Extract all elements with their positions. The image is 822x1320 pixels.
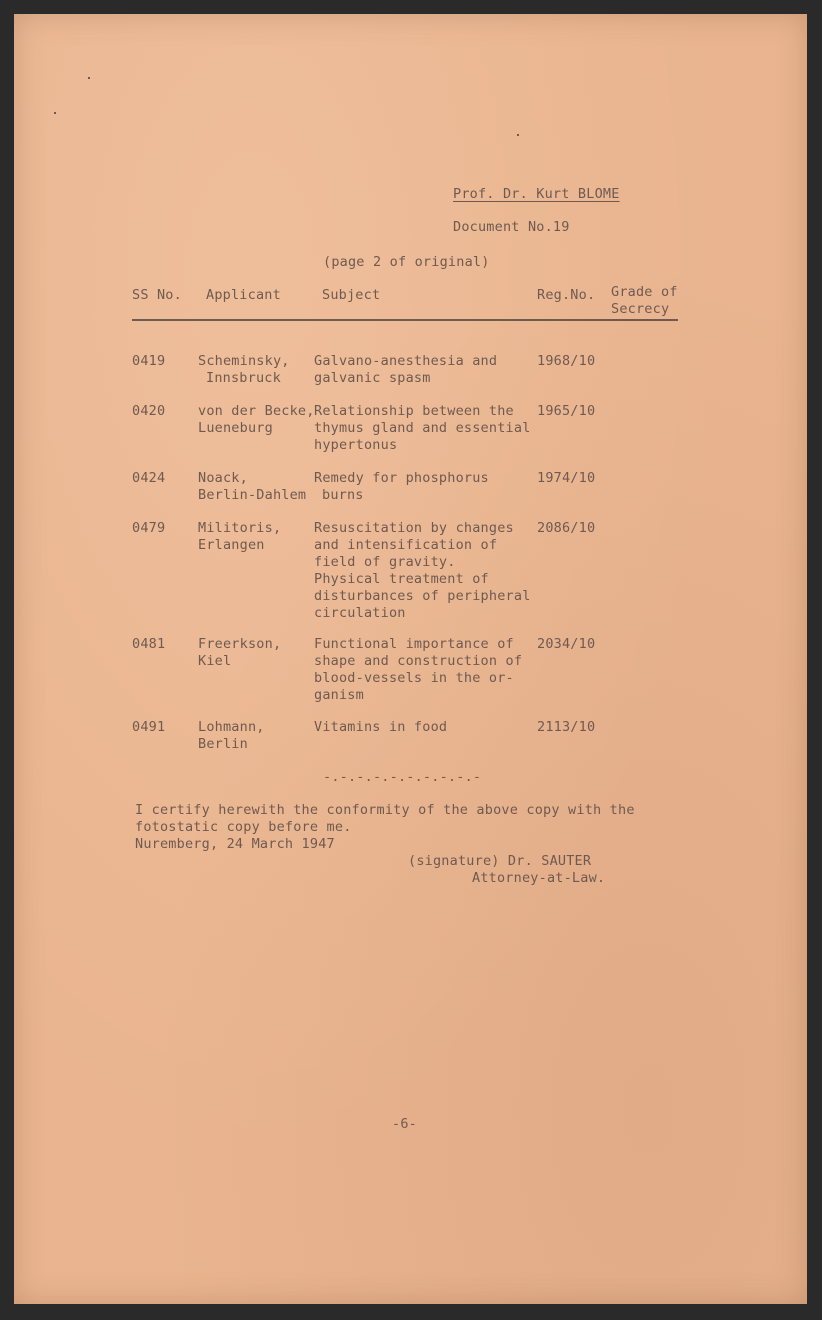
header-rule [132,319,678,321]
col-grade-line1: Grade of [611,284,678,300]
dash-separator: -.-.-.-.-.-.-.-.-.- [323,769,482,785]
row-subject: Vitamins in food [314,719,448,735]
row-applicant: von der Becke, Lueneburg [198,403,315,436]
row-applicant: Freerkson, Kiel [198,636,282,669]
row-subject: Resuscitation by changes and intensification of field of gravity. Physical treatment of disturbances of peripheral circulation [314,520,531,621]
row-reg-no: 2086/10 [537,520,596,536]
row-ss-no: 0491 [132,719,166,735]
document-number: Document No.19 [453,219,570,235]
row-ss-no: 0479 [132,520,166,536]
col-ss-no: SS No. [132,287,182,303]
row-applicant: Noack, Berlin-Dahlem [198,470,307,503]
speck [88,77,90,79]
row-ss-no: 0420 [132,403,166,419]
row-applicant: Militoris, Erlangen [198,520,282,553]
row-applicant: Lohmann, Berlin [198,719,265,752]
row-subject: Galvano-anesthesia and galvanic spasm [314,353,498,386]
attorney-title: Attorney-at-Law. [472,870,606,886]
row-ss-no: 0424 [132,470,166,486]
certification-line: fotostatic copy before me. [135,819,352,835]
author-heading: Prof. Dr. Kurt BLOME [453,186,620,202]
row-subject: Relationship between the thymus gland and essential hypertonus [314,403,531,453]
speck [54,112,56,114]
col-reg-no: Reg.No. [537,287,596,303]
row-ss-no: 0481 [132,636,166,652]
row-reg-no: 2113/10 [537,719,596,735]
row-subject: Functional importance of shape and construction of blood-vessels in the or- ganism [314,636,523,703]
col-grade-line2: Secrecy [611,301,670,317]
certification-date: Nuremberg, 24 March 1947 [135,836,335,852]
row-ss-no: 0419 [132,353,166,369]
page-note: (page 2 of original) [323,254,490,270]
row-reg-no: 2034/10 [537,636,596,652]
col-subject: Subject [322,287,381,303]
row-applicant: Scheminsky, Innsbruck [198,353,290,386]
row-reg-no: 1968/10 [537,353,596,369]
col-applicant: Applicant [206,287,281,303]
certification-line: I certify herewith the conformity of the above copy with the [135,802,635,818]
signature-line: (signature) Dr. SAUTER [408,853,592,869]
document-paper [14,14,807,1304]
row-reg-no: 1974/10 [537,470,596,486]
page-number: -6- [392,1116,417,1132]
speck [517,134,519,136]
row-subject: Remedy for phosphorus burns [314,470,489,503]
row-reg-no: 1965/10 [537,403,596,419]
